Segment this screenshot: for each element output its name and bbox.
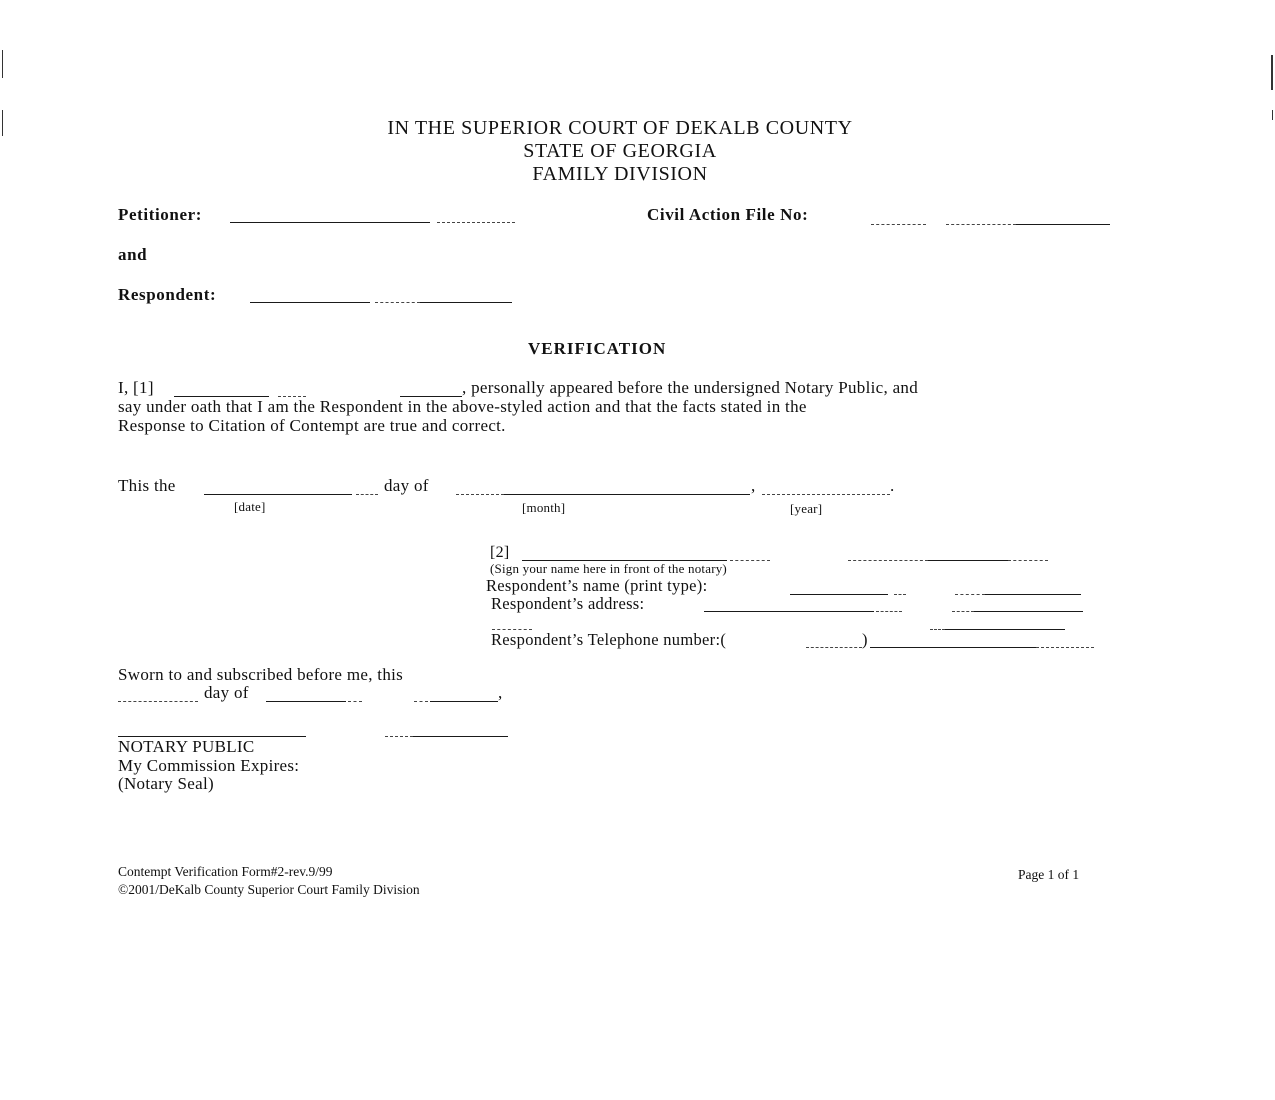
civil-action-line-mid [946,224,1016,225]
month-blank[interactable] [504,494,750,495]
court-state: STATE OF GEORGIA [523,140,717,162]
respondent-address-line-right-head [952,611,974,612]
notary-signature-line-right [413,736,508,737]
month-blank-head [456,494,504,495]
signature-line-mid [730,560,770,561]
notary-year-line[interactable] [430,701,498,702]
date-caption: [date] [234,499,266,514]
signature-line-right-solid [928,560,1008,561]
year-caption: [year] [790,501,823,516]
oath-intro: I, [1] [118,378,154,397]
date-blank-tail [356,494,378,495]
signature-line-tail [1008,560,1048,561]
petitioner-label: Petitioner: [118,205,203,224]
civil-action-line-head [871,224,926,225]
respondent-name-line[interactable] [790,594,888,595]
respondent-address-line[interactable] [704,611,874,612]
notary-comma: , [498,683,503,702]
petitioner-line [230,222,430,223]
respondent-address-line-mid [876,611,902,612]
signature-line-right [848,560,928,561]
oath-line3: Response to Citation of Contempt are true and correct. [118,416,506,435]
phone-area-code-blank[interactable] [806,647,862,648]
scan-edge-mark [1272,110,1273,120]
petitioner-field[interactable] [230,203,515,223]
month-caption: [month] [522,500,566,515]
month-comma: , [751,476,756,495]
phone-close-paren: ) [862,630,868,649]
civil-action-field[interactable] [870,203,1110,223]
phone-number-line-tail [1036,647,1094,648]
respondent-name-line-right-head [955,594,985,595]
scan-edge-mark [2,50,3,78]
respondent-line [250,302,370,303]
respondent-address-line2 [945,629,1065,630]
civil-action-line [1016,224,1110,225]
phone-number-line[interactable] [870,647,1036,648]
respondent-address-line-right [974,611,1083,612]
respondent-address-label: Respondent’s address: [491,594,645,613]
day-of-label: day of [384,476,429,495]
notary-signature-line-mid [385,736,413,737]
year-period: . [890,476,895,495]
petitioner-line-tail [437,222,515,223]
notary-day-of: day of [204,683,249,702]
date-blank[interactable] [204,494,352,495]
document-title: VERIFICATION [528,339,667,358]
this-the-label: This the [118,476,176,495]
respondent-label: Respondent: [118,285,217,304]
notary-month-line-tail [348,701,362,702]
notary-commission-label: My Commission Expires: [118,756,300,775]
respondent-name-label: Respondent’s name (print type): [486,576,708,595]
respondent-address-line2-mid [930,629,945,630]
sworn-text: Sworn to and subscribed before me, this [118,665,404,684]
respondent-phone-label: Respondent’s Telephone number:( [491,630,727,649]
footer-copyright: ©2001/DeKalb County Superior Court Family Division [118,882,420,897]
oath-line1-end: , personally appeared before the undersigned Notary Public, and [462,378,919,397]
oath-line2: say under oath that I am the Respondent in the above-styled action and that the facts stated in the [118,397,807,416]
respondent-line-tail [420,302,512,303]
respondent-name-line-right [985,594,1081,595]
respondent-line-mid [375,302,420,303]
notary-year-head [414,701,428,702]
year-blank[interactable] [762,494,890,495]
respondent-field[interactable] [250,283,512,303]
court-name: IN THE SUPERIOR COURT OF DEKALB COUNTY [387,117,853,139]
civil-action-label: Civil Action File No: [647,205,809,224]
notary-seal-label: (Notary Seal) [118,774,214,793]
scan-edge-mark [1271,55,1273,90]
signature-marker: [2] [490,544,510,561]
footer-page-number: Page 1 of 1 [1018,867,1080,882]
respondent-name-line-mid [894,594,906,595]
court-division: FAMILY DIVISION [532,163,708,185]
signature-caption: (Sign your name here in front of the notary) [490,561,727,576]
notary-day-blank[interactable] [118,701,198,702]
notary-month-line[interactable] [266,701,346,702]
footer-form-id: Contempt Verification Form#2-rev.9/99 [118,864,333,879]
notary-public-label: NOTARY PUBLIC [118,737,255,756]
and-label: and [118,245,148,264]
